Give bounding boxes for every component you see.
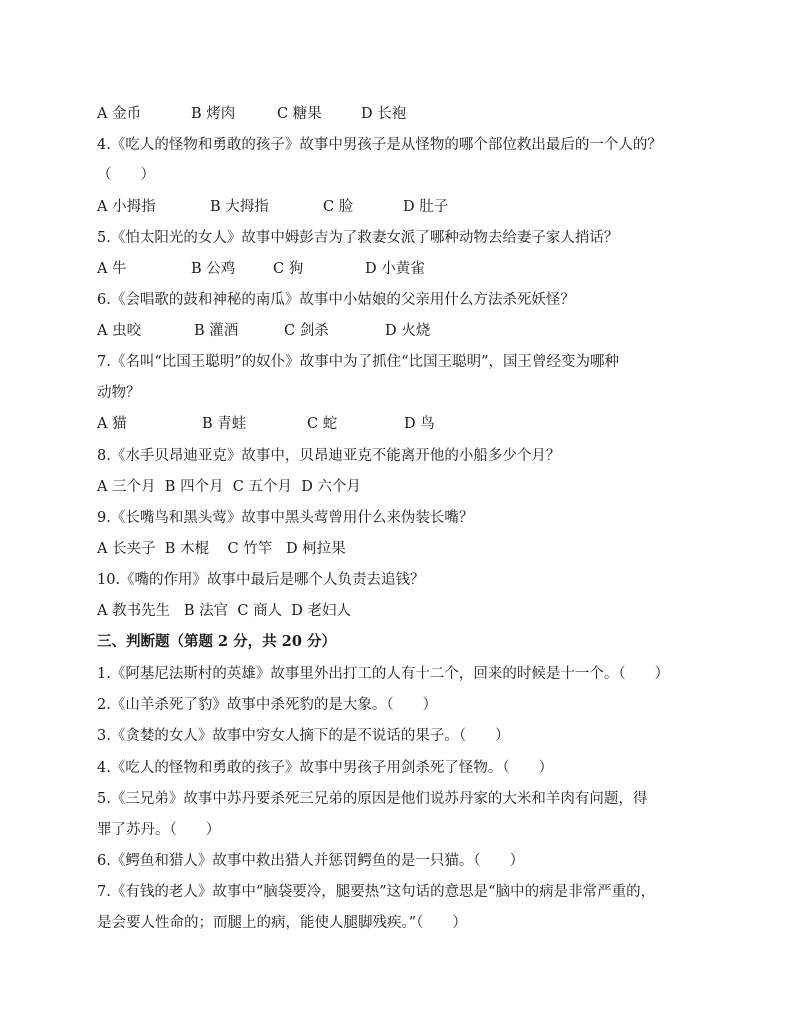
q5-option-a: A 牛 xyxy=(97,261,127,277)
q4-text: 4.《吃人的怪物和勇敢的孩子》故事中男孩子是从怪物的哪个部位救出最后的一个人的？ xyxy=(97,137,662,153)
q7-option-b: B 青蛙 xyxy=(202,416,247,432)
tf-item-3: 3.《贪婪的女人》故事中穷女人摘下的是不说话的果子。（ ） xyxy=(97,728,510,744)
q4-answer-blank: （ ） xyxy=(97,167,155,183)
tf-item-2: 2.《山羊杀死了豹》故事中杀死豹的是大象。（ ） xyxy=(97,697,438,713)
tf-item-7-line1: 7.《有钱的老人》故事中“脑袋要冷，腿要热”这句话的意思是“脑中的病是非常严重的， xyxy=(97,884,656,900)
q3-option-a: A 金币 xyxy=(97,106,142,122)
tf-item-1: 1.《阿基尼法斯村的英雄》故事里外出打工的人有十二个，回来的时候是十一个。（ ） xyxy=(97,666,670,682)
tf-item-4: 4.《吃人的怪物和勇敢的孩子》故事中男孩子用剑杀死了怪物。（ ） xyxy=(97,760,554,776)
q7-text-line1: 7.《名叫“比国王聪明”的奴仆》故事中为了抓住“比国王聪明”，国王曾经变为哪种 xyxy=(97,354,619,370)
q7-text-line2: 动物？ xyxy=(97,385,141,401)
q3-option-c: C 糖果 xyxy=(277,106,322,122)
q4-option-d: D 肚子 xyxy=(403,199,449,215)
q4-option-c: C 脸 xyxy=(323,199,354,215)
tf-item-6: 6.《鳄鱼和猎人》故事中救出猎人并惩罚鳄鱼的是一只猫。（ ） xyxy=(97,853,525,869)
q4-option-a: A 小拇指 xyxy=(97,199,156,215)
q7-option-a: A 猫 xyxy=(97,416,127,432)
q9-options: A 长夹子 B 木棍 C 竹竿 D 柯拉果 xyxy=(97,541,346,557)
q4-option-b: B 大拇指 xyxy=(210,199,269,215)
q10-options: A 教书先生 B 法官 C 商人 D 老妇人 xyxy=(97,603,352,619)
q7-option-d: D 鸟 xyxy=(404,416,435,432)
q5-option-b: B 公鸡 xyxy=(191,261,236,277)
q5-option-d: D 小黄雀 xyxy=(365,261,425,277)
tf-item-7-line2: 是会要人性命的；而腿上的病，能使人腿脚残疾。”（ ） xyxy=(97,915,467,931)
q6-option-b: B 灌酒 xyxy=(194,323,239,339)
q6-text: 6.《会唱歌的鼓和神秘的南瓜》故事中小姑娘的父亲用什么方法杀死妖怪？ xyxy=(97,292,575,308)
q8-text: 8.《水手贝昂迪亚克》故事中，贝昂迪亚克不能离开他的小船多少个月？ xyxy=(97,448,561,464)
section3-heading: 三、判断题（第题 2 分，共 20 分） xyxy=(97,633,336,650)
q6-option-d: D 火烧 xyxy=(385,323,431,339)
q3-option-b: B 烤肉 xyxy=(191,106,236,122)
q9-text: 9.《长嘴鸟和黑头莺》故事中黑头莺曾用什么来伪装长嘴？ xyxy=(97,510,474,526)
tf-item-5-line1: 5.《三兄弟》故事中苏丹要杀死三兄弟的原因是他们说苏丹家的大米和羊肉有问题，得 xyxy=(97,791,648,807)
q8-options: A 三个月 B 四个月 C 五个月 D 六个月 xyxy=(97,479,361,495)
q10-text: 10.《嘴的作用》故事中最后是哪个人负责去追钱？ xyxy=(97,572,425,588)
q7-option-c: C 蛇 xyxy=(307,416,338,432)
q6-option-a: A 虫咬 xyxy=(97,323,142,339)
q5-text: 5.《怕太阳光的女人》故事中姆彭吉为了救妻女派了哪种动物去给妻子家人捎话？ xyxy=(97,230,619,246)
q5-option-c: C 狗 xyxy=(273,261,304,277)
tf-item-5-line2: 罪了苏丹。（ ） xyxy=(97,822,221,838)
q3-option-d: D 长袍 xyxy=(361,106,407,122)
q6-option-c: C 剑杀 xyxy=(284,323,329,339)
